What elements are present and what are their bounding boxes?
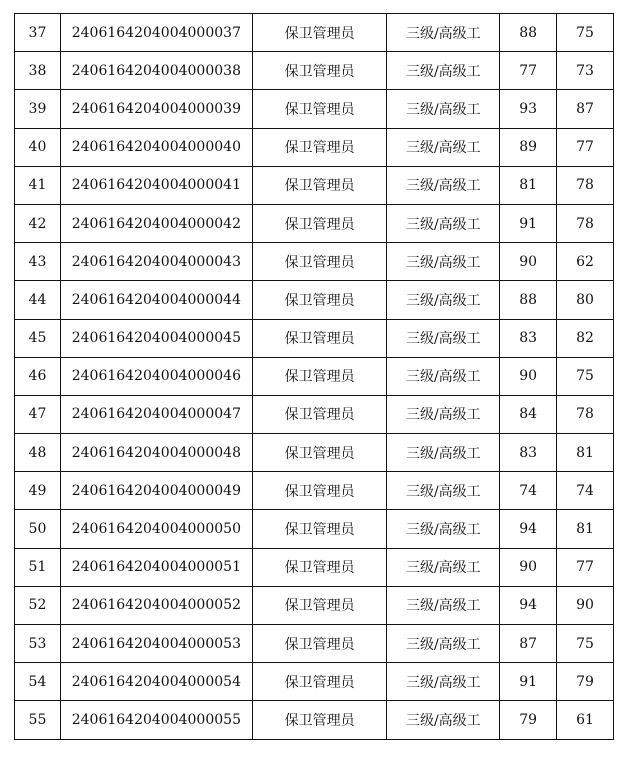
exam-id-cell: 2406164204004000046: [60, 357, 252, 395]
table-row: [15, 701, 614, 739]
row-number-cell: 49: [15, 472, 61, 510]
row-number-cell: 51: [15, 548, 61, 586]
row-number-cell: 54: [15, 663, 61, 701]
table-row: [15, 510, 614, 548]
exam-id-cell: 2406164204004000050: [60, 510, 252, 548]
occupation-cell: 保卫管理员: [252, 586, 387, 624]
score-2-cell: 75: [557, 357, 614, 395]
skill-level-cell: 三级/高级工: [387, 663, 500, 701]
row-number-cell: 44: [15, 281, 61, 319]
score-1-cell: 79: [500, 701, 557, 739]
score-1-cell: 83: [500, 319, 557, 357]
exam-id-cell: 2406164204004000045: [60, 319, 252, 357]
score-2-cell: 80: [557, 281, 614, 319]
table-row: [15, 319, 614, 357]
occupation-cell: 保卫管理员: [252, 243, 387, 281]
exam-id-cell: 2406164204004000037: [60, 14, 252, 52]
row-number-cell: 52: [15, 586, 61, 624]
row-number-cell: 41: [15, 166, 61, 204]
occupation-cell: 保卫管理员: [252, 434, 387, 472]
exam-id-cell: 2406164204004000047: [60, 395, 252, 433]
score-1-cell: 90: [500, 548, 557, 586]
skill-level-cell: 三级/高级工: [387, 14, 500, 52]
occupation-cell: 保卫管理员: [252, 395, 387, 433]
score-1-cell: 94: [500, 586, 557, 624]
score-2-cell: 62: [557, 243, 614, 281]
score-1-cell: 83: [500, 434, 557, 472]
score-2-cell: 77: [557, 548, 614, 586]
row-number-cell: 55: [15, 701, 61, 739]
skill-level-cell: 三级/高级工: [387, 128, 500, 166]
occupation-cell: 保卫管理员: [252, 663, 387, 701]
exam-id-cell: 2406164204004000043: [60, 243, 252, 281]
score-1-cell: 81: [500, 166, 557, 204]
table-row: [15, 204, 614, 242]
score-2-cell: 78: [557, 166, 614, 204]
skill-level-cell: 三级/高级工: [387, 586, 500, 624]
occupation-cell: 保卫管理员: [252, 281, 387, 319]
row-number-cell: 47: [15, 395, 61, 433]
skill-level-cell: 三级/高级工: [387, 548, 500, 586]
skill-level-cell: 三级/高级工: [387, 281, 500, 319]
occupation-cell: 保卫管理员: [252, 14, 387, 52]
occupation-cell: 保卫管理员: [252, 701, 387, 739]
skill-level-cell: 三级/高级工: [387, 166, 500, 204]
exam-id-cell: 2406164204004000048: [60, 434, 252, 472]
skill-level-cell: 三级/高级工: [387, 510, 500, 548]
skill-level-cell: 三级/高级工: [387, 243, 500, 281]
table-row: [15, 14, 614, 52]
occupation-cell: 保卫管理员: [252, 204, 387, 242]
occupation-cell: 保卫管理员: [252, 52, 387, 90]
score-2-cell: 81: [557, 510, 614, 548]
score-2-cell: 90: [557, 586, 614, 624]
skill-level-cell: 三级/高级工: [387, 472, 500, 510]
table-row: [15, 90, 614, 128]
table-row: [15, 243, 614, 281]
score-1-cell: 87: [500, 625, 557, 663]
score-2-cell: 87: [557, 90, 614, 128]
exam-id-cell: 2406164204004000049: [60, 472, 252, 510]
skill-level-cell: 三级/高级工: [387, 625, 500, 663]
row-number-cell: 40: [15, 128, 61, 166]
table-row: [15, 357, 614, 395]
table-row: [15, 472, 614, 510]
score-2-cell: 81: [557, 434, 614, 472]
row-number-cell: 48: [15, 434, 61, 472]
exam-id-cell: 2406164204004000055: [60, 701, 252, 739]
skill-level-cell: 三级/高级工: [387, 90, 500, 128]
table-row: [15, 663, 614, 701]
occupation-cell: 保卫管理员: [252, 548, 387, 586]
score-1-cell: 93: [500, 90, 557, 128]
score-2-cell: 77: [557, 128, 614, 166]
score-1-cell: 77: [500, 52, 557, 90]
exam-id-cell: 2406164204004000041: [60, 166, 252, 204]
score-2-cell: 61: [557, 701, 614, 739]
table-row: [15, 548, 614, 586]
row-number-cell: 50: [15, 510, 61, 548]
exam-id-cell: 2406164204004000051: [60, 548, 252, 586]
score-1-cell: 88: [500, 14, 557, 52]
score-1-cell: 88: [500, 281, 557, 319]
row-number-cell: 45: [15, 319, 61, 357]
table-row: [15, 586, 614, 624]
score-2-cell: 79: [557, 663, 614, 701]
skill-level-cell: 三级/高级工: [387, 204, 500, 242]
table-row: [15, 52, 614, 90]
exam-id-cell: 2406164204004000044: [60, 281, 252, 319]
score-2-cell: 78: [557, 395, 614, 433]
score-1-cell: 91: [500, 204, 557, 242]
occupation-cell: 保卫管理员: [252, 128, 387, 166]
skill-level-cell: 三级/高级工: [387, 395, 500, 433]
exam-id-cell: 2406164204004000054: [60, 663, 252, 701]
occupation-cell: 保卫管理员: [252, 166, 387, 204]
exam-id-cell: 2406164204004000052: [60, 586, 252, 624]
row-number-cell: 46: [15, 357, 61, 395]
table-row: [15, 395, 614, 433]
table-row: [15, 281, 614, 319]
score-1-cell: 89: [500, 128, 557, 166]
row-number-cell: 39: [15, 90, 61, 128]
occupation-cell: 保卫管理员: [252, 319, 387, 357]
score-2-cell: 82: [557, 319, 614, 357]
score-1-cell: 90: [500, 243, 557, 281]
occupation-cell: 保卫管理员: [252, 472, 387, 510]
score-1-cell: 74: [500, 472, 557, 510]
table-row: [15, 625, 614, 663]
score-1-cell: 84: [500, 395, 557, 433]
table-row: [15, 128, 614, 166]
exam-id-cell: 2406164204004000042: [60, 204, 252, 242]
exam-id-cell: 2406164204004000053: [60, 625, 252, 663]
occupation-cell: 保卫管理员: [252, 357, 387, 395]
exam-id-cell: 2406164204004000038: [60, 52, 252, 90]
skill-level-cell: 三级/高级工: [387, 52, 500, 90]
score-2-cell: 73: [557, 52, 614, 90]
skill-level-cell: 三级/高级工: [387, 319, 500, 357]
table-row: [15, 434, 614, 472]
skill-level-cell: 三级/高级工: [387, 434, 500, 472]
table-row: [15, 166, 614, 204]
row-number-cell: 43: [15, 243, 61, 281]
score-2-cell: 75: [557, 14, 614, 52]
score-1-cell: 91: [500, 663, 557, 701]
results-table-body: [15, 14, 614, 740]
occupation-cell: 保卫管理员: [252, 90, 387, 128]
row-number-cell: 38: [15, 52, 61, 90]
score-2-cell: 74: [557, 472, 614, 510]
skill-level-cell: 三级/高级工: [387, 357, 500, 395]
row-number-cell: 42: [15, 204, 61, 242]
score-1-cell: 90: [500, 357, 557, 395]
row-number-cell: 53: [15, 625, 61, 663]
exam-id-cell: 2406164204004000039: [60, 90, 252, 128]
row-number-cell: 37: [15, 14, 61, 52]
score-1-cell: 94: [500, 510, 557, 548]
exam-id-cell: 2406164204004000040: [60, 128, 252, 166]
score-2-cell: 78: [557, 204, 614, 242]
occupation-cell: 保卫管理员: [252, 625, 387, 663]
score-2-cell: 75: [557, 625, 614, 663]
skill-level-cell: 三级/高级工: [387, 701, 500, 739]
results-table: [14, 13, 614, 740]
occupation-cell: 保卫管理员: [252, 510, 387, 548]
